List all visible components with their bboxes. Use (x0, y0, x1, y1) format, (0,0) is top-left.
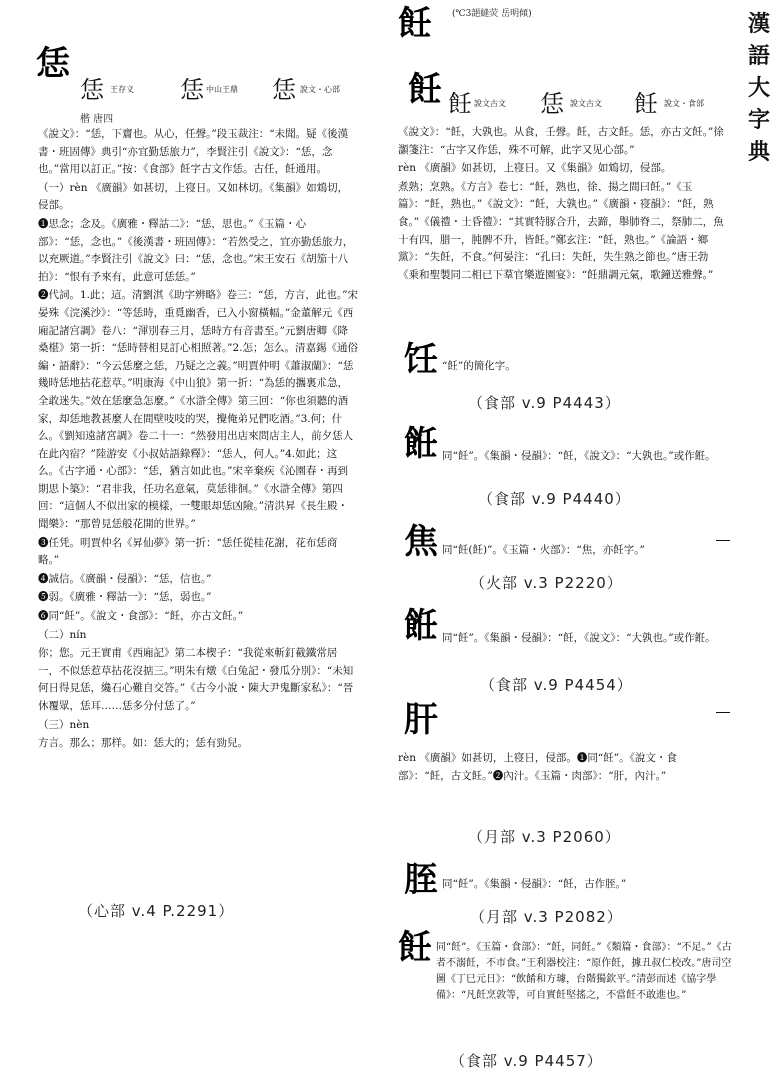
left-paragraph: ❺弱。《廣雅・釋詁一》：“恁，弱也。” (38, 591, 212, 604)
variant-handnote: （月部 v.3 P2082） (470, 908, 623, 926)
variant-glyph: 飪 (398, 928, 432, 968)
left-sub-glyph: 楷 唐四 (80, 114, 114, 125)
left-body (38, 126, 358, 754)
right-paragraph: rèn 《廣韻》如甚切，上寑日。又《集韻》如鴆切，侵部。 (398, 162, 672, 175)
variant-handnote: （食部 v.9 P4457） (450, 1052, 603, 1070)
left-paragraph: ❷代詞。1.此；這。清劉淇《助字辨略》卷三：“恁，方言，此也。”宋晏殊《浣溪沙》：“等恁時，重覓幽香，已入小窗橫幅。”金董解元《西廂記諸宫調》卷八：“渾別春三月，恁時方有音書至。”元劉唐卿《降桑椹》第一折：“恁時替相見訂心相照著。”2.怎；怎么。清嘉錫《通俗編・語辭》：“今云恁麼之恁，乃疑之之義。”明賈仲明《蕭淑蘭》：“恁幾時恁地拈花惹草。”明康海《中山狼》第一折：“為恁的攜裏朮急，全敢迷失。”效在恁麼急怎麼。”《水滸全傳》第三回：“你也須聽的酒家，却恁地教甚麼人在間壁吱吱的哭，攪俺弟兄們吃酒。”3.何；什么。《劉知遠諸宮調》卷二十一：“然發用出店來問店主人，前夕恁人在此內宿？”陸游安《小叔姑語錄釋》：“恁人，何人。”4.如此；这么。《古字通・心部》：“恁，猶言如此也。”宋辛棄疾《沁園春・再到期思卜築》：“君非我，任功名意氣，莫恁徘徊。”《水滸全傳》第四回：“這個人不似出家的模樣，一雙眼却恁凶險。”清洪昇《長生殿・聞樂》：“那曾見恁般花開的世界。” (38, 289, 359, 531)
top-annotation: (℃3郶縫荧 岳明傾) (452, 9, 532, 19)
variant-glyph: 焦 (404, 522, 438, 562)
left-paragraph: ❶思念；念及。《廣雅・釋詁二》：“恁，思也。”《玉篇・心部》：“恁，念也。”《後漢書・班固傳》：“若然受之，宜亦勤恁旅力，以充厥道。”李賢注引《說文》曰：“恁，念也。”宋王安石《胡笳十八拍》：“恨有予來有，此意可恁恁。” (38, 217, 354, 283)
left-form-glyph: 恁 (180, 76, 204, 104)
right-body (398, 124, 726, 285)
right-form-glyph: 恁 (540, 90, 564, 118)
variant-text: 同“飪”。《集韻・侵韻》：“飪，古作胵。” (442, 878, 627, 890)
right-headword: 飪 (398, 4, 432, 44)
left-paragraph: ❸任凭。明賈仲名《昇仙夢》第一折：“恁任從桂花謝，花布恁商略。” (38, 536, 338, 567)
variant-text: 同“飪”。《集韻・侵韻》：“飪，《說文》：“大孰也。”或作餁。 (442, 450, 716, 462)
left-form-glyph: 恁 (80, 76, 104, 104)
variant-glyph: 肝 (404, 700, 438, 740)
variant-text: 同“飪(飪)”。《玉篇・火部》：“焦，亦飪字。” (442, 544, 645, 556)
right-form-label: 說文古文 (474, 99, 506, 108)
right-form-label: 說文・食部 (664, 99, 704, 108)
left-paragraph: 方言。那么；那样。如：恁大的；恁有勁兒。 (38, 737, 248, 750)
left-handnote: （心部 v.4 P.2291） (78, 902, 235, 920)
variant-handnote: （食部 v.9 P4454） (480, 676, 633, 694)
right-form-glyph: 飪 (448, 90, 472, 118)
sidebar-char: 大 (747, 75, 770, 101)
left-form-glyph: 恁 (272, 76, 296, 104)
right-paragraph: 《說文》：“飪，大孰也。从食，壬聲。飪，古文飪。恁，亦古文飪。”徐灝箋注：“古字又作恁，殊不可解，此字又见心部。” (398, 126, 724, 156)
variant-glyph: 胵 (404, 860, 438, 900)
variant-glyph: 饪 (404, 340, 438, 380)
left-paragraph: （一）rèn 《廣韻》如甚切，上寑日。又如林切。《集韻》如鴆切，侵部。 (38, 181, 349, 212)
right-form-glyph: 飪 (634, 90, 658, 118)
sidebar-char: 典 (747, 139, 770, 165)
left-form-label: 說文・心部 (300, 85, 340, 94)
sidebar-title (746, 8, 772, 168)
variant-text: rèn 《廣韻》如甚切，上寑日，侵部。❶同“飪”。《說文・食部》：“飪，古文飪。”❷內汁。《玉篇・肉部》：“肝，內汁。” (398, 752, 677, 782)
right-form-label: 說文古文 (570, 99, 602, 108)
right-paragraph: 煮熟；烹熟。《方言》卷七：“飪，熟也，徐、揚之間曰飪。”《玉篇》：“飪，熟也。”《說文》：“飪，大孰也。”《廣韻・寑韻》：“飪，熟食。”《儀禮・士昏禮》：“其實特豚合升，去蹄，舉肺脊二，祭肺二，魚十有四，腊一，肫髀不升，皆飪。”鄭玄注：“飪，熟也。”《論語・鄉黨》：“失飪，不食。”何晏注：“孔曰：失飪，失生熟之節也。”唐王勃《乗和聖製同二相已下羣官樂遊園宴》：“飪鼎調元氣，歌鐘送雅聲。” (398, 180, 724, 281)
variant-text: “飪”的簡化字。 (442, 360, 516, 372)
variant-handnote: （食部 v.9 P4440） (478, 490, 631, 508)
divider (716, 540, 730, 541)
sidebar-char: 字 (747, 107, 770, 133)
variant-handnote: （火部 v.3 P2220） (470, 574, 623, 592)
left-paragraph: （二）nín (38, 628, 87, 641)
divider (716, 712, 730, 713)
left-paragraph: 你；您。元王實甫《西廂記》第二本楔子：“我從來斬釘截鐵常居一，不似恁惹草拈花沒掂三。”明朱有燉《白兔記・發瓜分別》：“未知何日得見恁，纔石心難自交答。”《古今小說・陳大尹鬼斷家私》：“晉休覆眾，恁耳……恁多分付恁了。” (38, 647, 354, 712)
variant-text: 同“飪”。《集韻・侵韻》：“飪，《說文》：“大孰也。”或作餁。 (442, 632, 716, 644)
variant-handnote: （月部 v.3 P2060） (468, 828, 621, 846)
left-paragraph: ❹誠信。《廣韻・侵韻》：“恁，信也。” (38, 572, 212, 585)
left-paragraph: 《說文》：“恁，下齎也。从心，任聲。”段玉裁注：“未聞。疑《後漢書・班固傳》典引“亦宜勤恁旅力”，李賢注引《說文》：“恁，念也。”當用以訂正。”按：《食部》飪字古文作恁。古任，飪通用。 (38, 128, 349, 176)
left-form-label: 王存义 (110, 85, 134, 94)
left-paragraph: （三）nèn (38, 718, 90, 731)
sidebar-char: 語 (747, 43, 770, 69)
sidebar-char: 漢 (747, 11, 770, 37)
right-headword-alt: 飪 (408, 70, 442, 110)
variant-glyph: 餁 (404, 424, 438, 464)
variant-text: 同“飪”。《玉篇・食部》：“飪，同飪。”《類篇・食部》：“不足。”《古者不溺飪，不市食。”王利器校注：“原作飪，據丑叔仁校改。”唐司空圖《丁巳元日》：“飲餚和方璩，台階獨欽平。”清彭而述《協字學備》：“凡飪烹敦等，可自實飪堅搖之，不當飪不敢進也。” (436, 942, 732, 1001)
left-paragraph: ❻同“飪”。《說文・食部》：“飪，亦古文飪。” (38, 610, 244, 623)
variant-handnote: （食部 v.9 P4443） (468, 394, 621, 412)
left-form-label: 中山王鼎 (206, 85, 238, 94)
variant-glyph: 餁 (404, 606, 438, 646)
left-headword: 恁 (36, 44, 70, 84)
